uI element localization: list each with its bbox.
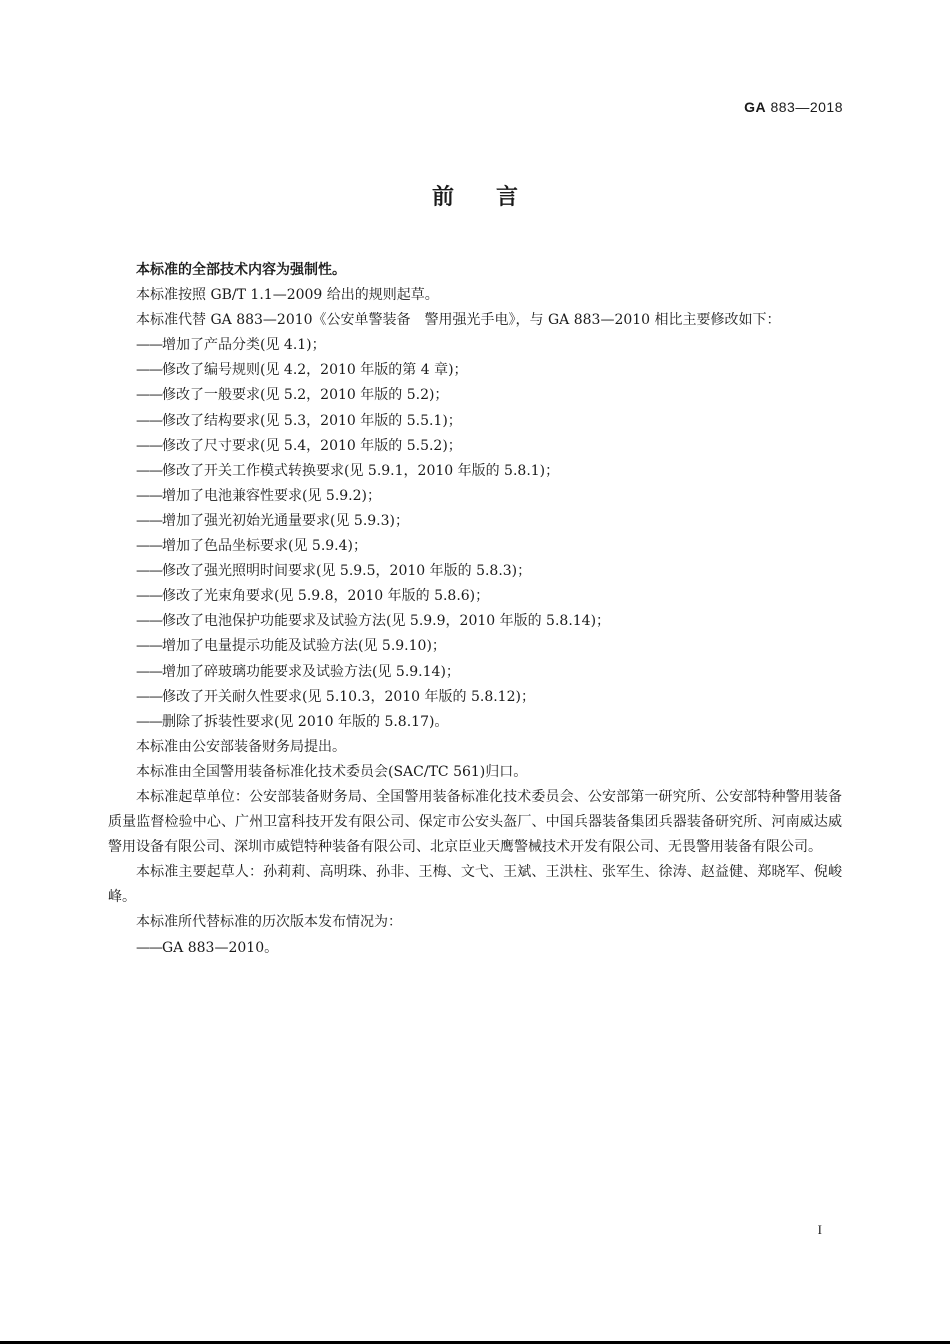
drafting-units-paragraph: 本标准起草单位：公安部装备财务局、全国警用装备标准化技术委员会、公安部第一研究所、公安部特种警用装备质量监督检验中心、广州卫富科技开发有限公司、保定市公安头盔厂、中国兵器装备集团兵器装备研究所、河南威达威警用设备有限公司、深圳市威铠特种装备有限公司、北京臣业天鹰警械技术开发有限公司、无畏警用装备有限公司。 xyxy=(108,788,842,856)
dash-mark: —— xyxy=(136,613,162,630)
change-item xyxy=(108,409,842,434)
change-text: 增加了色品坐标要求(见 5.9.4)； xyxy=(162,538,367,555)
change-item xyxy=(108,358,842,383)
change-item xyxy=(108,710,842,735)
change-text: 修改了开关工作模式转换要求(见 5.9.1，2010 年版的 5.8.1)； xyxy=(162,462,560,479)
standard-number: 883—2018 xyxy=(770,99,843,115)
drafters-paragraph: 本标准主要起草人：孙莉莉、高明珠、孙非、王梅、文弋、王斌、王洪柱、张军生、徐涛、赵益健、郑晓军、倪峻峰。 xyxy=(108,864,842,906)
dash-mark: —— xyxy=(136,588,162,605)
change-item xyxy=(108,634,842,659)
dash-mark: —— xyxy=(136,663,162,680)
dash-mark: —— xyxy=(136,638,162,655)
change-item xyxy=(108,509,842,534)
dash-mark: —— xyxy=(136,512,162,529)
history-item xyxy=(108,936,842,961)
change-item xyxy=(108,685,842,710)
change-text: 修改了一般要求(见 5.2，2010 年版的 5.2)； xyxy=(162,387,449,404)
dash-mark: —— xyxy=(136,487,162,504)
change-text: 增加了电池兼容性要求(见 5.9.2)； xyxy=(162,487,381,504)
mandatory-statement: 本标准的全部技术内容为强制性。 xyxy=(136,262,346,278)
change-text: 修改了结构要求(见 5.3，2010 年版的 5.5.1)； xyxy=(162,412,462,429)
change-text: 修改了尺寸要求(见 5.4，2010 年版的 5.5.2)； xyxy=(162,437,462,454)
standard-code xyxy=(744,99,843,115)
change-text: 修改了编号规则(见 4.2，2010 年版的第 4 章)； xyxy=(162,362,468,379)
change-text: 修改了电池保护功能要求及试验方法(见 5.9.9，2010 年版的 5.8.14)； xyxy=(162,613,611,630)
change-text: 修改了强光照明时间要求(见 5.9.5，2010 年版的 5.8.3)； xyxy=(162,563,532,580)
page-number: I xyxy=(817,1222,822,1237)
replacement-paragraph: 本标准代替 GA 883—2010《公安单警装备 警用强光手电》，与 GA 883—2010 相比主要修改如下： xyxy=(136,312,781,329)
standard-prefix: GA xyxy=(744,99,767,115)
drafting-rules-paragraph: 本标准按照 GB/T 1.1—2009 给出的规则起草。 xyxy=(136,287,439,304)
dash-mark: —— xyxy=(136,437,162,454)
change-item xyxy=(108,459,842,484)
change-text: 增加了电量提示功能及试验方法(见 5.9.10)； xyxy=(162,638,446,655)
change-item xyxy=(108,660,842,685)
change-item xyxy=(108,383,842,408)
change-text: 修改了开关耐久性要求(见 5.10.3，2010 年版的 5.8.12)； xyxy=(162,688,535,705)
change-text: 增加了碎玻璃功能要求及试验方法(见 5.9.14)； xyxy=(162,663,460,680)
change-item xyxy=(108,534,842,559)
change-item xyxy=(108,559,842,584)
change-text: 增加了产品分类(见 4.1)； xyxy=(162,337,326,354)
foreword-body xyxy=(108,258,842,961)
change-item xyxy=(108,609,842,634)
page-title: 前言 xyxy=(431,185,560,210)
dash-mark: —— xyxy=(136,337,162,354)
dash-mark: —— xyxy=(136,713,162,730)
dash-mark: —— xyxy=(136,563,162,580)
dash-mark: —— xyxy=(136,387,162,404)
dash-mark: —— xyxy=(136,362,162,379)
history-intro-paragraph: 本标准所代替标准的历次版本发布情况为： xyxy=(136,914,402,931)
change-text: 修改了光束角要求(见 5.9.8，2010 年版的 5.8.6)； xyxy=(162,588,490,605)
dash-mark: —— xyxy=(136,538,162,555)
change-item xyxy=(108,484,842,509)
proposer-paragraph: 本标准由公安部装备财务局提出。 xyxy=(136,738,346,755)
change-text: 增加了强光初始光通量要求(见 5.9.3)； xyxy=(162,512,409,529)
dash-mark: —— xyxy=(136,688,162,705)
dash-mark: —— xyxy=(136,462,162,479)
dash-mark: —— xyxy=(136,939,162,956)
change-item xyxy=(108,333,842,358)
change-text: 删除了拆装性要求(见 2010 年版的 5.8.17)。 xyxy=(162,713,449,730)
committee-paragraph: 本标准由全国警用装备标准化技术委员会(SAC/TC 561)归口。 xyxy=(136,763,528,780)
change-item xyxy=(108,434,842,459)
dash-mark: —— xyxy=(136,412,162,429)
history-text: GA 883—2010。 xyxy=(162,939,279,956)
change-item xyxy=(108,584,842,609)
